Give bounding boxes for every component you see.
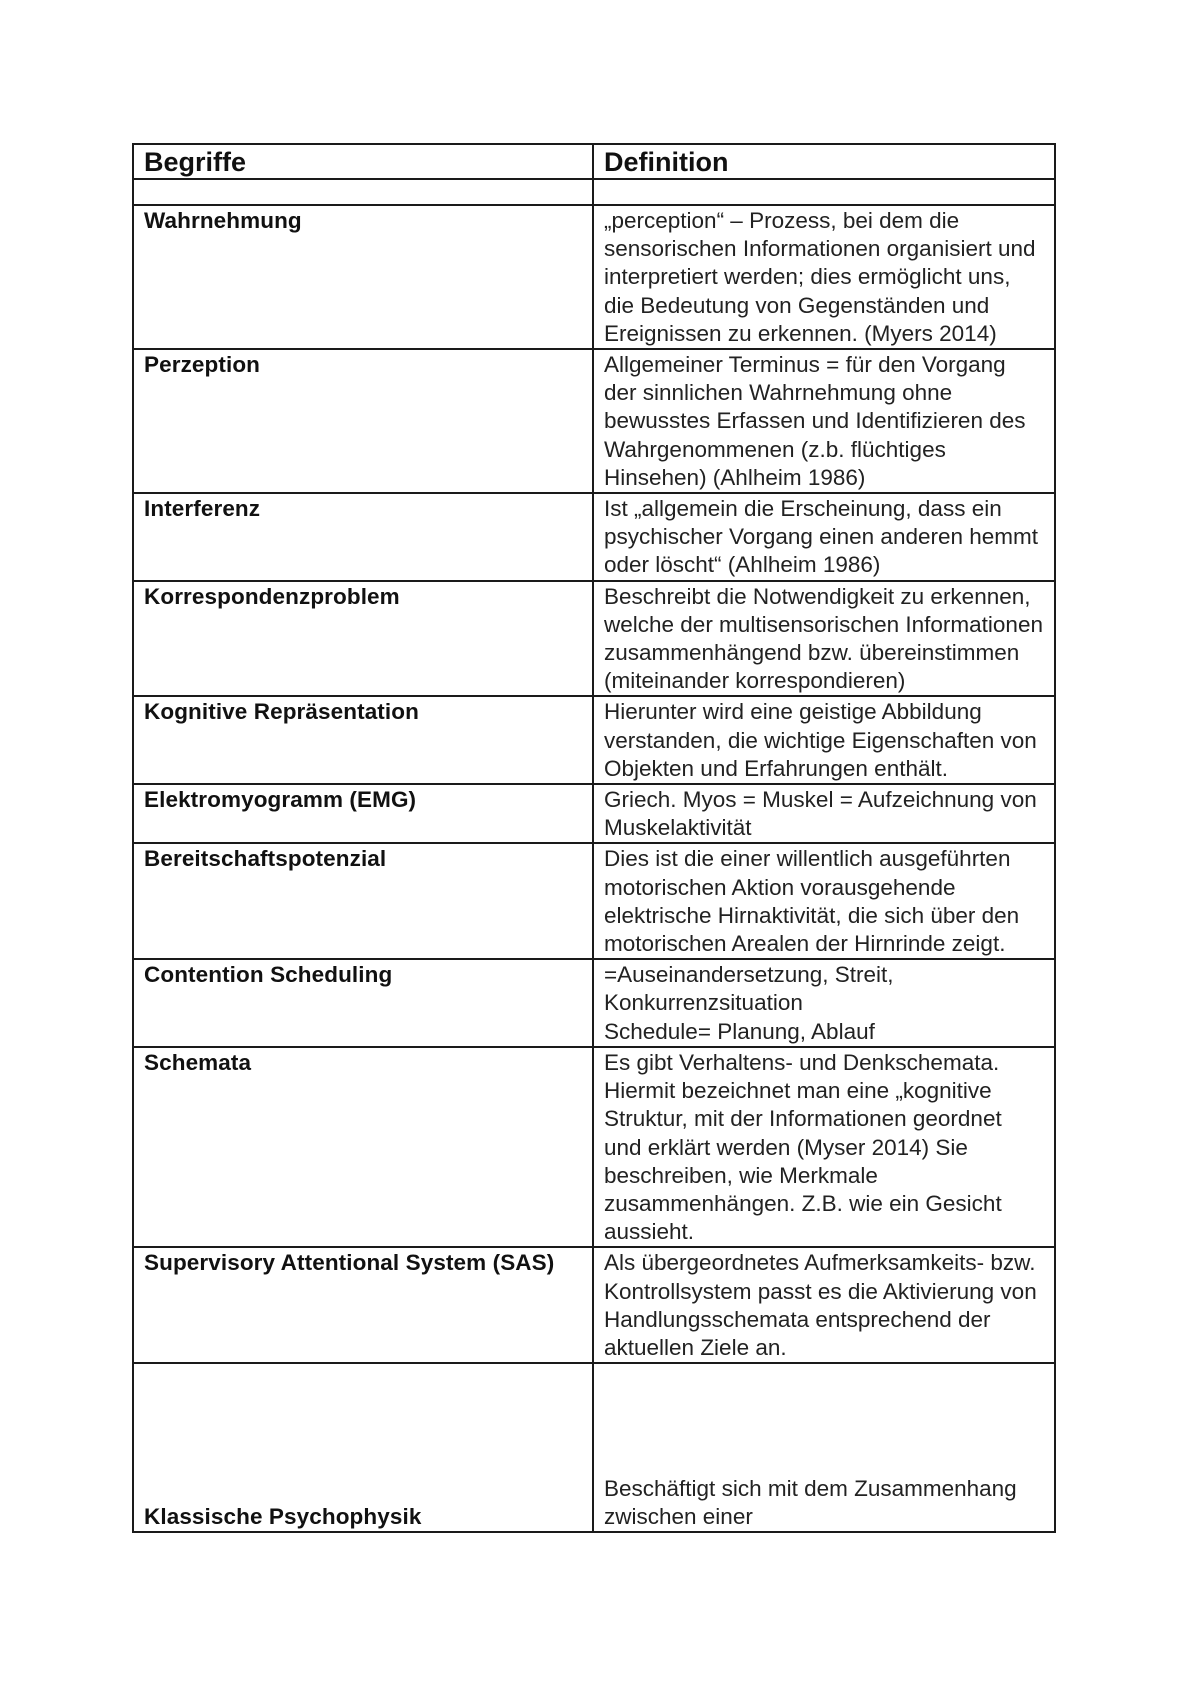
- header-definition: Definition: [593, 144, 1055, 179]
- term-cell: Kognitive Repräsentation: [133, 696, 593, 784]
- term-cell: Bereitschaftspotenzial: [133, 843, 593, 959]
- table-row: [133, 1363, 1055, 1532]
- definition-cell: Allgemeiner Terminus = für den Vorgang der sinnlichen Wahrnehmung ohne bewusstes Erfassen und Identifizieren des Wahrgenommenen (z.b. flüchtiges Hinsehen) (Ahlheim 1986): [593, 349, 1055, 493]
- term-cell: Supervisory Attentional System (SAS): [133, 1247, 593, 1363]
- table-row: [133, 581, 1055, 697]
- table-header-row: [133, 144, 1055, 179]
- definition-cell: Beschreibt die Notwendigkeit zu erkennen, welche der multisensorischen Informationen zusammenhängend bzw. übereinstimmen (miteinander korrespondieren): [593, 581, 1055, 697]
- definition-cell: Hierunter wird eine geistige Abbildung verstanden, die wichtige Eigenschaften von Objekten und Erfahrungen enthält.: [593, 696, 1055, 784]
- term-cell: Wahrnehmung: [133, 205, 593, 349]
- table-row: [133, 1247, 1055, 1363]
- table-row: [133, 349, 1055, 493]
- term-cell: Interferenz: [133, 493, 593, 581]
- table-row: [133, 696, 1055, 784]
- definition-cell: Als übergeordnetes Aufmerksamkeits- bzw. Kontrollsystem passt es die Aktivierung von Handlungsschemata entsprechend der aktuellen Ziele an.: [593, 1247, 1055, 1363]
- term-cell: Schemata: [133, 1047, 593, 1247]
- term-cell: Contention Scheduling: [133, 959, 593, 1047]
- definition-cell: „perception“ – Prozess, bei dem die sensorischen Informationen organisiert und interpretiert werden; dies ermöglicht uns, die Bedeutung von Gegenständen und Ereignissen zu erkennen. (Myers 2014): [593, 205, 1055, 349]
- definition-cell: Beschäftigt sich mit dem Zusammenhang zwischen einer: [593, 1363, 1055, 1532]
- term-cell: Perzeption: [133, 349, 593, 493]
- table-row: [133, 959, 1055, 1047]
- definition-cell: Dies ist die einer willentlich ausgeführten motorischen Aktion vorausgehende elektrische Hirnaktivität, die sich über den motorischen Arealen der Hirnrinde zeigt.: [593, 843, 1055, 959]
- definition-cell: =Auseinandersetzung, Streit, Konkurrenzsituation Schedule= Planung, Ablauf: [593, 959, 1055, 1047]
- table-row: [133, 205, 1055, 349]
- empty-cell: [593, 179, 1055, 205]
- definition-cell: Griech. Myos = Muskel = Aufzeichnung von Muskelaktivität: [593, 784, 1055, 843]
- term-cell: Klassische Psychophysik: [133, 1363, 593, 1532]
- table-row: [133, 843, 1055, 959]
- term-cell: Elektromyogramm (EMG): [133, 784, 593, 843]
- term-cell: Korrespondenzproblem: [133, 581, 593, 697]
- definition-cell: Es gibt Verhaltens- und Denkschemata. Hiermit bezeichnet man eine „kognitive Struktur, mit der Informationen geordnet und erklärt werden (Myser 2014) Sie beschreiben, wie Merkmale zusammenhängen. Z.B. wie ein Gesicht aussieht.: [593, 1047, 1055, 1247]
- table-row: [133, 784, 1055, 843]
- definition-cell: Ist „allgemein die Erscheinung, dass ein psychischer Vorgang einen anderen hemmt oder löscht“ (Ahlheim 1986): [593, 493, 1055, 581]
- header-term: Begriffe: [133, 144, 593, 179]
- empty-row: [133, 179, 1055, 205]
- glossary-table: [132, 143, 1056, 1533]
- empty-cell: [133, 179, 593, 205]
- table-row: [133, 493, 1055, 581]
- table-row: [133, 1047, 1055, 1247]
